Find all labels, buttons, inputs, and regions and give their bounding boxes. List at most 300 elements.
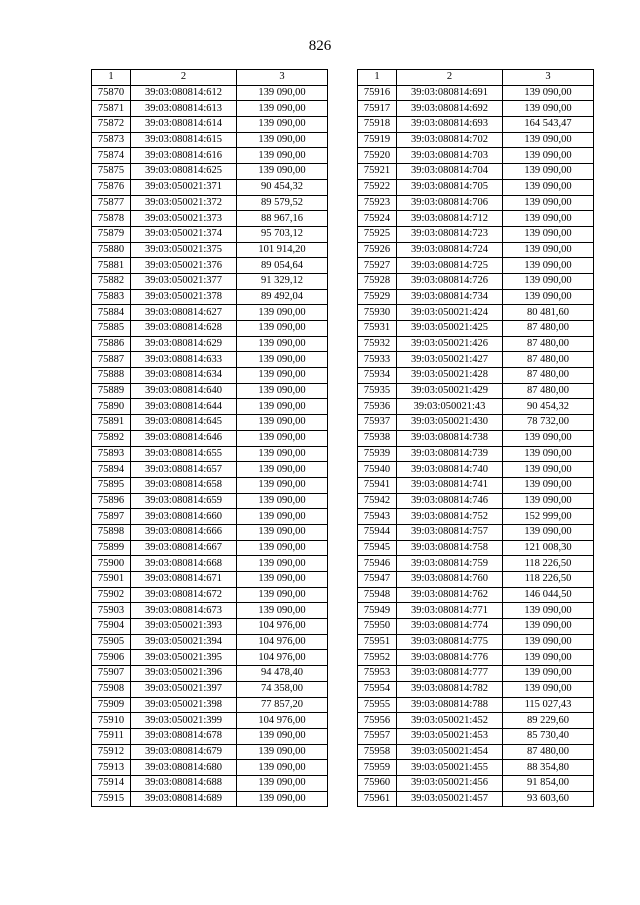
row-number-cell: 75886: [92, 336, 131, 352]
table-row: [358, 791, 594, 807]
table-row: [92, 775, 328, 791]
value-cell: 89 229,60: [503, 713, 594, 729]
cadastral-number-cell: 39:03:050021:428: [397, 368, 503, 384]
table-row: [92, 211, 328, 227]
table-row: [358, 430, 594, 446]
value-cell: 139 090,00: [503, 195, 594, 211]
cadastral-number-cell: 39:03:080814:706: [397, 195, 503, 211]
cadastral-number-cell: 39:03:050021:399: [131, 713, 237, 729]
value-cell: 139 090,00: [503, 477, 594, 493]
row-number-cell: 75913: [92, 760, 131, 776]
row-number-cell: 75916: [358, 85, 397, 101]
table-row: [92, 540, 328, 556]
row-number-cell: 75942: [358, 493, 397, 509]
table-row: [92, 321, 328, 337]
table-row: [92, 289, 328, 305]
row-number-cell: 75897: [92, 509, 131, 525]
table-row: [358, 195, 594, 211]
row-number-cell: 75893: [92, 446, 131, 462]
value-cell: 139 090,00: [503, 650, 594, 666]
value-cell: 139 090,00: [237, 509, 328, 525]
value-cell: 139 090,00: [237, 399, 328, 415]
table-row: [92, 132, 328, 148]
table-row: [358, 179, 594, 195]
value-cell: 95 703,12: [237, 226, 328, 242]
row-number-cell: 75903: [92, 603, 131, 619]
cadastral-number-cell: 39:03:080814:704: [397, 164, 503, 180]
table-row: [92, 666, 328, 682]
value-cell: 139 090,00: [237, 336, 328, 352]
table-row: [358, 634, 594, 650]
row-number-cell: 75904: [92, 619, 131, 635]
row-number-cell: 75961: [358, 791, 397, 807]
cadastral-number-cell: 39:03:080814:655: [131, 446, 237, 462]
cadastral-number-cell: 39:03:080814:705: [397, 179, 503, 195]
value-cell: 101 914,20: [237, 242, 328, 258]
table-row: [92, 462, 328, 478]
row-number-cell: 75924: [358, 211, 397, 227]
row-number-cell: 75926: [358, 242, 397, 258]
table-row: [358, 352, 594, 368]
table-row: [92, 713, 328, 729]
row-number-cell: 75911: [92, 728, 131, 744]
value-cell: 139 090,00: [503, 446, 594, 462]
cadastral-number-cell: 39:03:080814:703: [397, 148, 503, 164]
cadastral-number-cell: 39:03:080814:666: [131, 524, 237, 540]
table-row: [92, 368, 328, 384]
row-number-cell: 75880: [92, 242, 131, 258]
value-cell: 139 090,00: [503, 148, 594, 164]
table-row: [92, 258, 328, 274]
cadastral-number-cell: 39:03:080814:734: [397, 289, 503, 305]
table-row: [92, 603, 328, 619]
row-number-cell: 75958: [358, 744, 397, 760]
value-cell: 139 090,00: [237, 117, 328, 133]
row-number-cell: 75955: [358, 697, 397, 713]
cadastral-number-cell: 39:03:080814:692: [397, 101, 503, 117]
table-row: [358, 117, 594, 133]
value-cell: 139 090,00: [237, 477, 328, 493]
table-row: [92, 760, 328, 776]
value-cell: 139 090,00: [237, 148, 328, 164]
table-row: [358, 242, 594, 258]
table-row: [358, 760, 594, 776]
column-header-3: 3: [237, 70, 328, 86]
table-row: [358, 572, 594, 588]
table-row: [92, 619, 328, 635]
cadastral-number-cell: 39:03:050021:377: [131, 273, 237, 289]
value-cell: 89 492,04: [237, 289, 328, 305]
value-cell: 139 090,00: [503, 85, 594, 101]
row-number-cell: 75918: [358, 117, 397, 133]
cadastral-number-cell: 39:03:050021:425: [397, 321, 503, 337]
row-number-cell: 75907: [92, 666, 131, 682]
row-number-cell: 75960: [358, 775, 397, 791]
table-row: [358, 462, 594, 478]
cadastral-number-cell: 39:03:080814:741: [397, 477, 503, 493]
row-number-cell: 75934: [358, 368, 397, 384]
value-cell: 139 090,00: [237, 572, 328, 588]
value-cell: 89 054,64: [237, 258, 328, 274]
table-row: [358, 289, 594, 305]
cadastral-number-cell: 39:03:050021:372: [131, 195, 237, 211]
cadastral-number-cell: 39:03:080814:762: [397, 587, 503, 603]
row-number-cell: 75921: [358, 164, 397, 180]
table-row: [358, 148, 594, 164]
cadastral-number-cell: 39:03:080814:612: [131, 85, 237, 101]
table-row: [358, 211, 594, 227]
row-number-cell: 75928: [358, 273, 397, 289]
table-row: [92, 101, 328, 117]
value-cell: 77 857,20: [237, 697, 328, 713]
row-number-cell: 75956: [358, 713, 397, 729]
row-number-cell: 75953: [358, 666, 397, 682]
row-number-cell: 75929: [358, 289, 397, 305]
row-number-cell: 75935: [358, 383, 397, 399]
value-cell: 139 090,00: [503, 603, 594, 619]
value-cell: 118 226,50: [503, 556, 594, 572]
cadastral-number-cell: 39:03:080814:693: [397, 117, 503, 133]
row-number-cell: 75947: [358, 572, 397, 588]
table-row: [92, 572, 328, 588]
row-number-cell: 75884: [92, 305, 131, 321]
table-row: [358, 336, 594, 352]
cadastral-number-cell: 39:03:050021:394: [131, 634, 237, 650]
value-cell: 91 854,00: [503, 775, 594, 791]
row-number-cell: 75944: [358, 524, 397, 540]
cadastral-number-cell: 39:03:080814:725: [397, 258, 503, 274]
table-row: [92, 336, 328, 352]
row-number-cell: 75873: [92, 132, 131, 148]
value-cell: 139 090,00: [503, 211, 594, 227]
cadastral-number-cell: 39:03:050021:457: [397, 791, 503, 807]
cadastral-number-cell: 39:03:080814:774: [397, 619, 503, 635]
row-number-cell: 75909: [92, 697, 131, 713]
table-row: [92, 195, 328, 211]
table-row: [92, 85, 328, 101]
row-number-cell: 75879: [92, 226, 131, 242]
table-row: [92, 524, 328, 540]
value-cell: 139 090,00: [503, 164, 594, 180]
table-row: [358, 744, 594, 760]
row-number-cell: 75877: [92, 195, 131, 211]
value-cell: 139 090,00: [237, 524, 328, 540]
row-number-cell: 75927: [358, 258, 397, 274]
value-cell: 139 090,00: [237, 352, 328, 368]
cadastral-number-cell: 39:03:050021:395: [131, 650, 237, 666]
cadastral-number-cell: 39:03:080814:628: [131, 321, 237, 337]
value-cell: 90 454,32: [503, 399, 594, 415]
table-row: [358, 101, 594, 117]
cadastral-number-cell: 39:03:050021:453: [397, 728, 503, 744]
table-row: [92, 179, 328, 195]
cadastral-number-cell: 39:03:080814:658: [131, 477, 237, 493]
value-cell: 139 090,00: [237, 446, 328, 462]
table-row: [358, 619, 594, 635]
value-cell: 139 090,00: [503, 101, 594, 117]
value-cell: 139 090,00: [503, 273, 594, 289]
table-row: [358, 556, 594, 572]
row-number-cell: 75959: [358, 760, 397, 776]
value-cell: 139 090,00: [237, 305, 328, 321]
row-number-cell: 75902: [92, 587, 131, 603]
value-cell: 139 090,00: [237, 587, 328, 603]
cadastral-number-cell: 39:03:080814:644: [131, 399, 237, 415]
value-cell: 139 090,00: [237, 603, 328, 619]
cadastral-number-cell: 39:03:080814:673: [131, 603, 237, 619]
table-row: [92, 399, 328, 415]
table-row: [358, 273, 594, 289]
value-cell: 139 090,00: [237, 430, 328, 446]
cadastral-number-cell: 39:03:080814:667: [131, 540, 237, 556]
cadastral-number-cell: 39:03:080814:757: [397, 524, 503, 540]
value-cell: 139 090,00: [237, 556, 328, 572]
row-number-cell: 75901: [92, 572, 131, 588]
cadastral-number-cell: 39:03:080814:678: [131, 728, 237, 744]
table-header-row: [92, 70, 328, 86]
table-row: [92, 305, 328, 321]
row-number-cell: 75889: [92, 383, 131, 399]
column-header-1: 1: [358, 70, 397, 86]
value-cell: 90 454,32: [237, 179, 328, 195]
value-cell: 121 008,30: [503, 540, 594, 556]
row-number-cell: 75925: [358, 226, 397, 242]
cadastral-number-cell: 39:03:080814:759: [397, 556, 503, 572]
value-cell: 115 027,43: [503, 697, 594, 713]
cadastral-number-cell: 39:03:050021:396: [131, 666, 237, 682]
cadastral-number-cell: 39:03:080814:782: [397, 681, 503, 697]
row-number-cell: 75957: [358, 728, 397, 744]
cadastral-number-cell: 39:03:050021:455: [397, 760, 503, 776]
row-number-cell: 75876: [92, 179, 131, 195]
cadastral-number-cell: 39:03:080814:671: [131, 572, 237, 588]
row-number-cell: 75941: [358, 477, 397, 493]
table-row: [92, 744, 328, 760]
row-number-cell: 75874: [92, 148, 131, 164]
table-row: [92, 681, 328, 697]
table-row: [92, 446, 328, 462]
cadastral-number-cell: 39:03:080814:775: [397, 634, 503, 650]
cadastral-number-cell: 39:03:080814:634: [131, 368, 237, 384]
row-number-cell: 75895: [92, 477, 131, 493]
value-cell: 139 090,00: [237, 744, 328, 760]
cadastral-number-cell: 39:03:050021:424: [397, 305, 503, 321]
value-cell: 93 603,60: [503, 791, 594, 807]
row-number-cell: 75922: [358, 179, 397, 195]
column-header-2: 2: [131, 70, 237, 86]
table-row: [358, 587, 594, 603]
row-number-cell: 75885: [92, 321, 131, 337]
value-cell: 87 480,00: [503, 336, 594, 352]
row-number-cell: 75882: [92, 273, 131, 289]
registry-table-left: [91, 69, 328, 807]
row-number-cell: 75936: [358, 399, 397, 415]
table-row: [358, 415, 594, 431]
cadastral-number-cell: 39:03:080814:712: [397, 211, 503, 227]
cadastral-number-cell: 39:03:080814:633: [131, 352, 237, 368]
row-number-cell: 75945: [358, 540, 397, 556]
table-row: [92, 273, 328, 289]
cadastral-number-cell: 39:03:050021:373: [131, 211, 237, 227]
cadastral-number-cell: 39:03:050021:376: [131, 258, 237, 274]
cadastral-number-cell: 39:03:080814:627: [131, 305, 237, 321]
value-cell: 118 226,50: [503, 572, 594, 588]
value-cell: 104 976,00: [237, 713, 328, 729]
cadastral-number-cell: 39:03:080814:646: [131, 430, 237, 446]
value-cell: 152 999,00: [503, 509, 594, 525]
cadastral-number-cell: 39:03:050021:426: [397, 336, 503, 352]
table-row: [92, 650, 328, 666]
cadastral-number-cell: 39:03:080814:739: [397, 446, 503, 462]
cadastral-number-cell: 39:03:050021:398: [131, 697, 237, 713]
table-row: [358, 383, 594, 399]
value-cell: 139 090,00: [503, 681, 594, 697]
cadastral-number-cell: 39:03:050021:371: [131, 179, 237, 195]
table-row: [358, 524, 594, 540]
value-cell: 139 090,00: [237, 540, 328, 556]
value-cell: 139 090,00: [503, 462, 594, 478]
value-cell: 80 481,60: [503, 305, 594, 321]
value-cell: 139 090,00: [237, 462, 328, 478]
table-row: [358, 775, 594, 791]
value-cell: 88 967,16: [237, 211, 328, 227]
cadastral-number-cell: 39:03:080814:760: [397, 572, 503, 588]
table-body-left: [92, 85, 328, 807]
row-number-cell: 75938: [358, 430, 397, 446]
value-cell: 87 480,00: [503, 383, 594, 399]
value-cell: 87 480,00: [503, 744, 594, 760]
value-cell: 87 480,00: [503, 352, 594, 368]
cadastral-number-cell: 39:03:050021:374: [131, 226, 237, 242]
cadastral-number-cell: 39:03:050021:454: [397, 744, 503, 760]
cadastral-number-cell: 39:03:080814:691: [397, 85, 503, 101]
row-number-cell: 75914: [92, 775, 131, 791]
row-number-cell: 75892: [92, 430, 131, 446]
table-row: [358, 321, 594, 337]
row-number-cell: 75948: [358, 587, 397, 603]
value-cell: 139 090,00: [503, 179, 594, 195]
row-number-cell: 75917: [358, 101, 397, 117]
table-row: [92, 117, 328, 133]
cadastral-number-cell: 39:03:080814:702: [397, 132, 503, 148]
row-number-cell: 75943: [358, 509, 397, 525]
cadastral-number-cell: 39:03:080814:615: [131, 132, 237, 148]
row-number-cell: 75912: [92, 744, 131, 760]
table-row: [92, 509, 328, 525]
table-row: [358, 164, 594, 180]
row-number-cell: 75932: [358, 336, 397, 352]
column-header-3: 3: [503, 70, 594, 86]
value-cell: 91 329,12: [237, 273, 328, 289]
cadastral-number-cell: 39:03:080814:679: [131, 744, 237, 760]
table-row: [92, 556, 328, 572]
cadastral-number-cell: 39:03:050021:397: [131, 681, 237, 697]
cadastral-number-cell: 39:03:080814:740: [397, 462, 503, 478]
column-header-2: 2: [397, 70, 503, 86]
table-row: [92, 352, 328, 368]
row-number-cell: 75899: [92, 540, 131, 556]
cadastral-number-cell: 39:03:080814:613: [131, 101, 237, 117]
table-row: [358, 650, 594, 666]
cadastral-number-cell: 39:03:080814:640: [131, 383, 237, 399]
cadastral-number-cell: 39:03:050021:378: [131, 289, 237, 305]
value-cell: 94 478,40: [237, 666, 328, 682]
cadastral-number-cell: 39:03:080814:726: [397, 273, 503, 289]
table-row: [92, 430, 328, 446]
table-row: [92, 634, 328, 650]
row-number-cell: 75896: [92, 493, 131, 509]
value-cell: 78 732,00: [503, 415, 594, 431]
value-cell: 139 090,00: [237, 85, 328, 101]
table-row: [358, 713, 594, 729]
cadastral-number-cell: 39:03:080814:738: [397, 430, 503, 446]
cadastral-number-cell: 39:03:080814:771: [397, 603, 503, 619]
table-row: [358, 666, 594, 682]
column-header-1: 1: [92, 70, 131, 86]
value-cell: 139 090,00: [503, 258, 594, 274]
cadastral-number-cell: 39:03:080814:746: [397, 493, 503, 509]
row-number-cell: 75894: [92, 462, 131, 478]
value-cell: 139 090,00: [237, 493, 328, 509]
value-cell: 139 090,00: [237, 383, 328, 399]
row-number-cell: 75954: [358, 681, 397, 697]
table-row: [358, 728, 594, 744]
table-row: [358, 446, 594, 462]
value-cell: 139 090,00: [503, 226, 594, 242]
table-row: [358, 509, 594, 525]
row-number-cell: 75949: [358, 603, 397, 619]
cadastral-number-cell: 39:03:080814:752: [397, 509, 503, 525]
row-number-cell: 75930: [358, 305, 397, 321]
row-number-cell: 75900: [92, 556, 131, 572]
row-number-cell: 75937: [358, 415, 397, 431]
row-number-cell: 75952: [358, 650, 397, 666]
value-cell: 139 090,00: [503, 666, 594, 682]
table-row: [358, 681, 594, 697]
row-number-cell: 75872: [92, 117, 131, 133]
table-row: [358, 697, 594, 713]
value-cell: 74 358,00: [237, 681, 328, 697]
value-cell: 139 090,00: [237, 775, 328, 791]
cadastral-number-cell: 39:03:080814:689: [131, 791, 237, 807]
cadastral-number-cell: 39:03:050021:427: [397, 352, 503, 368]
table-row: [92, 415, 328, 431]
cadastral-number-cell: 39:03:080814:776: [397, 650, 503, 666]
value-cell: 139 090,00: [237, 760, 328, 776]
cadastral-number-cell: 39:03:050021:456: [397, 775, 503, 791]
row-number-cell: 75950: [358, 619, 397, 635]
cadastral-number-cell: 39:03:080814:788: [397, 697, 503, 713]
value-cell: 139 090,00: [237, 415, 328, 431]
cadastral-number-cell: 39:03:080814:645: [131, 415, 237, 431]
value-cell: 146 044,50: [503, 587, 594, 603]
table-row: [92, 226, 328, 242]
row-number-cell: 75905: [92, 634, 131, 650]
value-cell: 104 976,00: [237, 619, 328, 635]
value-cell: 85 730,40: [503, 728, 594, 744]
value-cell: 89 579,52: [237, 195, 328, 211]
table-row: [358, 226, 594, 242]
row-number-cell: 75923: [358, 195, 397, 211]
row-number-cell: 75887: [92, 352, 131, 368]
row-number-cell: 75920: [358, 148, 397, 164]
table-row: [358, 493, 594, 509]
table-row: [92, 728, 328, 744]
value-cell: 139 090,00: [503, 493, 594, 509]
table-row: [358, 305, 594, 321]
cadastral-number-cell: 39:03:080814:672: [131, 587, 237, 603]
value-cell: 139 090,00: [503, 242, 594, 258]
